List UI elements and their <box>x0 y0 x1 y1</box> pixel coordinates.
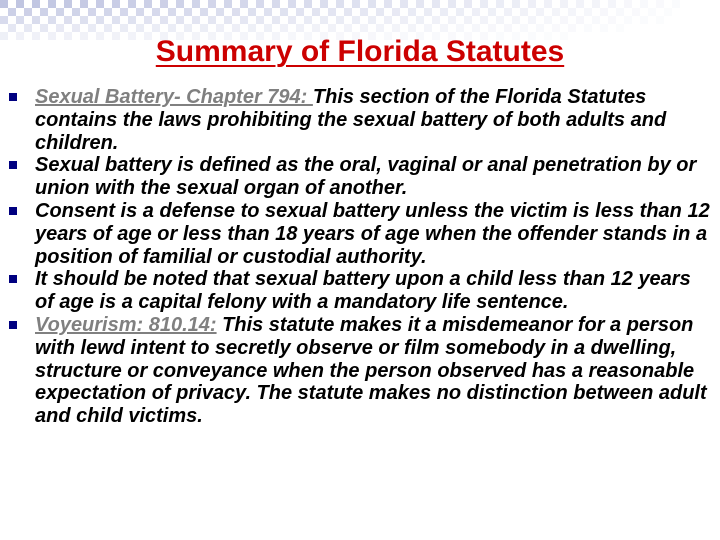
square-bullet-icon <box>9 275 17 283</box>
list-item <box>0 268 720 314</box>
page-title: Summary of Florida Statutes <box>155 35 565 68</box>
statute-reference: Voyeurism: 810.14: <box>35 313 217 336</box>
square-bullet-icon <box>9 321 17 329</box>
list-item <box>0 314 720 428</box>
bullet-list <box>0 86 720 428</box>
square-bullet-icon <box>9 161 17 169</box>
list-item <box>0 154 720 200</box>
bullet-text: This section of the Florida Statutes contains the laws prohibiting the sexual battery of both adults and children. <box>35 86 667 154</box>
statute-reference: Sexual Battery- Chapter 794: <box>35 86 313 108</box>
bullet-text: Sexual battery is defined as the oral, vaginal or anal penetration by or union with the sexual organ of another. <box>35 154 697 200</box>
bullet-text: This statute makes it a misdemeanor for a person with lewd intent to secretly observe or film somebody in a dwelling, structure or conveyance when the person observed has a reasonable expectation of privacy. The statute makes no distinction between adult and child victims. <box>35 313 707 428</box>
list-item <box>0 86 720 154</box>
list-item <box>0 200 720 268</box>
bullet-text: It should be noted that sexual battery upon a child less than 12 years of age is a capital felony with a mandatory life sentence. <box>35 268 691 314</box>
bullet-text: Consent is a defense to sexual battery unless the victim is less than 12 years of age or less than 18 years of age when the offender stands in a position of familial or custodial authority. <box>35 199 710 268</box>
square-bullet-icon <box>9 93 17 101</box>
square-bullet-icon <box>9 207 17 215</box>
